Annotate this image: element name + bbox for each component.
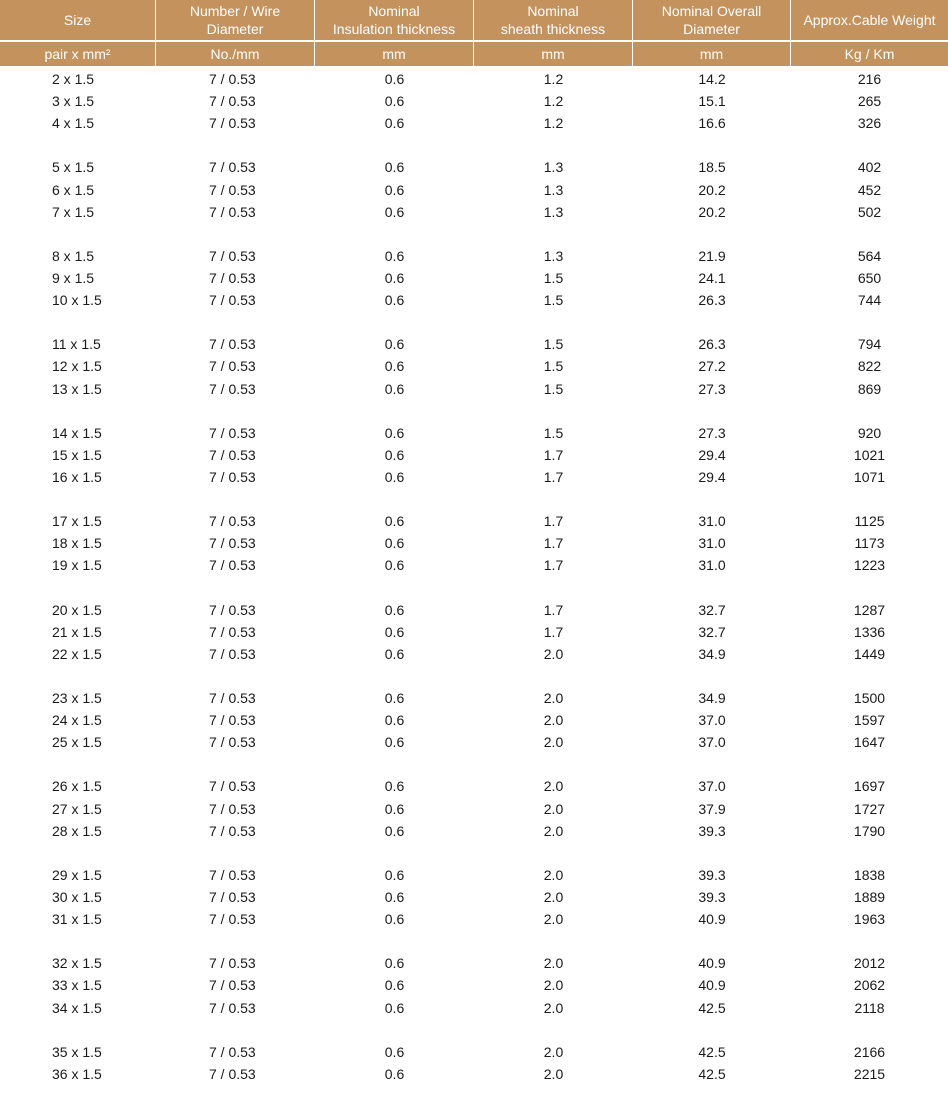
cell-diameter: 14.2: [698, 71, 726, 88]
cell-sheath: 2.0: [543, 889, 564, 905]
cell-size: 34 x 1.5: [52, 999, 102, 1016]
group-gap: [0, 311, 948, 333]
cell-insulation: 0.6: [384, 955, 405, 972]
cell-size: 6 x 1.5: [52, 181, 95, 198]
cell-sheath: 1.3: [543, 203, 564, 220]
cell-size: 12 x 1.5: [52, 358, 102, 375]
table-row: [0, 820, 948, 842]
cell-insulation: 0.6: [384, 623, 405, 640]
cell-sheath: 1.3: [543, 159, 564, 176]
cell-weight: 869: [857, 380, 882, 397]
cell-weight: 1647: [853, 734, 886, 751]
cell-wire: 7 / 0.53: [209, 93, 256, 110]
cell-insulation: 0.6: [384, 247, 405, 264]
cell-insulation: 0.6: [384, 358, 405, 375]
cell-diameter: 40.9: [698, 955, 726, 972]
cell-weight: 1287: [853, 601, 886, 618]
cell-size: 27 x 1.5: [52, 800, 102, 817]
cell-size: 3 x 1.5: [52, 93, 95, 110]
table-row: [0, 333, 948, 355]
cell-wire: 7 / 0.53: [209, 999, 256, 1016]
cell-insulation: 0.6: [384, 800, 405, 817]
group-gap-cell: [0, 488, 948, 510]
table-row: [0, 687, 948, 709]
header-insulation: [315, 0, 474, 40]
unit-weight: Kg / Km: [791, 40, 948, 66]
cell-wire: 7 / 0.53: [209, 469, 256, 486]
cell-weight: 744: [857, 292, 882, 309]
cell-wire: 7 / 0.53: [209, 358, 256, 375]
cell-weight: 452: [857, 181, 882, 198]
table-row: [0, 532, 948, 554]
cell-size: 36 x 1.5: [52, 1065, 102, 1082]
cell-wire: 7 / 0.53: [209, 1043, 256, 1060]
cell-wire: 7 / 0.53: [209, 866, 256, 883]
header-wire: [156, 0, 315, 40]
table-row: [0, 798, 948, 820]
cell-sheath: 1.5: [543, 380, 564, 397]
header-insulation-line: Nominal: [368, 3, 420, 19]
cell-diameter: 34.9: [698, 690, 726, 707]
cell-wire: 7 / 0.53: [209, 601, 256, 618]
cell-size: 25 x 1.5: [52, 734, 102, 751]
header-weight-line: Approx.Cable Weight: [803, 12, 936, 28]
cell-diameter: 27.2: [698, 358, 726, 375]
table-row: [0, 643, 948, 665]
group-gap: [0, 134, 948, 156]
cell-sheath: 1.3: [543, 181, 564, 198]
cell-insulation: 0.6: [384, 159, 405, 176]
cell-weight: 1597: [853, 712, 886, 729]
cell-sheath: 2.0: [543, 800, 564, 817]
cell-insulation: 0.6: [384, 889, 405, 905]
cell-diameter: 26.3: [698, 292, 726, 309]
cell-insulation: 0.6: [384, 778, 405, 795]
cell-wire: 7 / 0.53: [209, 424, 256, 441]
cell-weight: 1071: [853, 469, 886, 486]
cell-insulation: 0.6: [384, 999, 405, 1016]
cell-insulation: 0.6: [384, 292, 405, 309]
table-row: [0, 864, 948, 886]
group-gap: [0, 577, 948, 599]
cell-sheath: 1.7: [543, 557, 564, 574]
cell-wire: 7 / 0.53: [209, 292, 256, 309]
cell-insulation: 0.6: [384, 601, 405, 618]
table-row: [0, 1063, 948, 1085]
cell-size: 4 x 1.5: [52, 115, 95, 132]
table-row: [0, 289, 948, 311]
cell-weight: 650: [857, 270, 882, 287]
cell-weight: 794: [857, 336, 882, 353]
cell-weight: 1838: [853, 866, 886, 883]
cell-insulation: 0.6: [384, 513, 405, 530]
cell-size: 17 x 1.5: [52, 513, 102, 530]
group-gap: [0, 400, 948, 422]
cell-size: 14 x 1.5: [52, 424, 102, 441]
group-gap: [0, 753, 948, 775]
cell-insulation: 0.6: [384, 181, 405, 198]
table-row: [0, 510, 948, 532]
cell-wire: 7 / 0.53: [209, 645, 256, 662]
cell-size: 9 x 1.5: [52, 270, 95, 287]
cell-insulation: 0.6: [384, 380, 405, 397]
cell-weight: 1021: [853, 446, 886, 463]
cell-sheath: 2.0: [543, 712, 564, 729]
cell-sheath: 1.2: [543, 93, 564, 110]
cell-diameter: 39.3: [698, 889, 726, 905]
cell-sheath: 1.7: [543, 513, 564, 530]
cell-wire: 7 / 0.53: [209, 911, 256, 928]
cell-sheath: 1.2: [543, 71, 564, 88]
table-row: [0, 709, 948, 731]
cell-wire: 7 / 0.53: [209, 734, 256, 751]
cell-size: 7 x 1.5: [52, 203, 95, 220]
cell-wire: 7 / 0.53: [209, 889, 256, 905]
table-row: [0, 156, 948, 178]
cell-wire: 7 / 0.53: [209, 115, 256, 132]
cell-weight: 564: [857, 247, 882, 264]
cell-size: 20 x 1.5: [52, 601, 102, 618]
header-diameter-line: Diameter: [683, 21, 740, 37]
cell-diameter: 20.2: [698, 203, 726, 220]
group-gap-cell: [0, 223, 948, 245]
cell-weight: 1125: [854, 513, 885, 530]
cell-wire: 7 / 0.53: [209, 181, 256, 198]
table-row: [0, 245, 948, 267]
group-gap-cell: [0, 930, 948, 952]
cell-weight: 1449: [853, 645, 886, 662]
cell-diameter: 29.4: [698, 446, 726, 463]
cell-size: 32 x 1.5: [52, 955, 102, 972]
cell-insulation: 0.6: [384, 71, 405, 88]
header-sheath: [474, 0, 633, 40]
header-size-line: Size: [63, 12, 92, 28]
cell-wire: 7 / 0.53: [209, 71, 256, 88]
table-row: [0, 775, 948, 797]
group-gap-cell: [0, 665, 948, 687]
cell-size: 18 x 1.5: [52, 535, 102, 552]
cell-diameter: 31.0: [698, 557, 726, 574]
cell-insulation: 0.6: [384, 93, 405, 110]
cell-wire: 7 / 0.53: [209, 247, 256, 264]
cell-weight: 2062: [853, 977, 886, 994]
cell-weight: 2215: [853, 1065, 886, 1082]
cell-sheath: 2.0: [543, 1043, 564, 1060]
cell-insulation: 0.6: [384, 734, 405, 751]
table-row: [0, 1041, 948, 1063]
cell-weight: 265: [857, 93, 882, 110]
unit-sheath: mm: [474, 40, 633, 66]
cell-wire: 7 / 0.53: [209, 1065, 256, 1082]
cell-diameter: 27.3: [698, 380, 726, 397]
cell-diameter: 15.1: [698, 93, 726, 110]
group-gap-cell: [0, 134, 948, 156]
cell-wire: 7 / 0.53: [209, 270, 256, 287]
cell-diameter: 39.3: [698, 822, 726, 839]
table-row: [0, 68, 948, 90]
cell-size: 26 x 1.5: [52, 778, 102, 795]
group-gap-cell: [0, 842, 948, 864]
cell-diameter: 31.0: [698, 535, 726, 552]
cell-insulation: 0.6: [384, 1043, 405, 1060]
cell-insulation: 0.6: [384, 446, 405, 463]
table-body: [0, 66, 948, 1085]
cell-diameter: 37.0: [698, 734, 726, 751]
table-row: [0, 997, 948, 1019]
cell-wire: 7 / 0.53: [209, 955, 256, 972]
cell-diameter: 34.9: [698, 645, 726, 662]
table-row: [0, 422, 948, 444]
cell-diameter: 27.3: [698, 424, 726, 441]
cell-weight: 1727: [853, 800, 886, 817]
table-row: [0, 201, 948, 223]
unit-size: pair x mm²: [0, 40, 156, 66]
cell-diameter: 37.9: [698, 800, 726, 817]
cell-sheath: 2.0: [543, 911, 564, 928]
unit-insulation: mm: [315, 40, 474, 66]
cell-sheath: 1.2: [543, 115, 564, 132]
cell-diameter: 32.7: [698, 623, 726, 640]
cell-diameter: 21.9: [698, 247, 726, 264]
cell-insulation: 0.6: [384, 535, 405, 552]
cell-diameter: 26.3: [698, 336, 726, 353]
cell-wire: 7 / 0.53: [209, 380, 256, 397]
cell-insulation: 0.6: [384, 645, 405, 662]
cell-weight: 502: [857, 203, 882, 220]
cell-insulation: 0.6: [384, 469, 405, 486]
cell-size: 2 x 1.5: [52, 71, 95, 88]
cell-sheath: 1.7: [543, 446, 564, 463]
table-row: [0, 112, 948, 134]
table-row: [0, 267, 948, 289]
cell-wire: 7 / 0.53: [209, 623, 256, 640]
header-insulation-line: Insulation thickness: [332, 21, 456, 37]
unit-wire: No./mm: [156, 40, 315, 66]
cell-sheath: 1.5: [543, 336, 564, 353]
table-row: [0, 90, 948, 112]
cell-sheath: 2.0: [543, 977, 564, 994]
cell-diameter: 40.9: [698, 977, 726, 994]
group-gap: [0, 1019, 948, 1041]
cell-insulation: 0.6: [384, 270, 405, 287]
cell-size: 31 x 1.5: [52, 911, 102, 928]
cell-wire: 7 / 0.53: [209, 822, 256, 839]
cell-diameter: 40.9: [698, 911, 726, 928]
table-row: [0, 599, 948, 621]
cell-weight: 1963: [853, 911, 886, 928]
table-row: [0, 908, 948, 930]
cell-sheath: 1.5: [543, 292, 564, 309]
cell-insulation: 0.6: [384, 977, 405, 994]
cell-wire: 7 / 0.53: [209, 712, 256, 729]
table-row: [0, 731, 948, 753]
cell-sheath: 2.0: [543, 866, 564, 883]
cell-sheath: 1.3: [543, 247, 564, 264]
cell-diameter: 29.4: [698, 469, 726, 486]
cell-size: 13 x 1.5: [52, 380, 102, 397]
table-row: [0, 179, 948, 201]
cell-wire: 7 / 0.53: [209, 446, 256, 463]
table-row: [0, 554, 948, 576]
cell-diameter: 16.6: [698, 115, 726, 132]
cell-wire: 7 / 0.53: [209, 513, 256, 530]
group-gap-cell: [0, 311, 948, 333]
cell-diameter: 42.5: [698, 1043, 726, 1060]
cell-diameter: 32.7: [698, 601, 726, 618]
header-sheath-line: sheath thickness: [500, 21, 606, 37]
table-row: [0, 621, 948, 643]
group-gap-cell: [0, 400, 948, 422]
header-row: [0, 0, 948, 40]
cell-size: 30 x 1.5: [52, 889, 102, 905]
table-row: [0, 974, 948, 996]
cell-weight: 1889: [853, 889, 886, 905]
cell-insulation: 0.6: [384, 1065, 405, 1082]
cell-diameter: 20.2: [698, 181, 726, 198]
cell-insulation: 0.6: [384, 690, 405, 707]
header-sheath-line: Nominal: [527, 3, 579, 19]
cell-weight: 1173: [854, 535, 885, 552]
cell-size: 23 x 1.5: [52, 690, 102, 707]
cell-weight: 402: [857, 159, 882, 176]
cell-weight: 822: [857, 358, 882, 375]
cell-wire: 7 / 0.53: [209, 557, 256, 574]
cell-size: 35 x 1.5: [52, 1043, 102, 1060]
cell-weight: 2166: [853, 1043, 886, 1060]
cell-diameter: 39.3: [698, 866, 726, 883]
cell-size: 28 x 1.5: [52, 822, 102, 839]
group-gap: [0, 665, 948, 687]
cell-weight: 2118: [854, 999, 885, 1016]
cell-size: 24 x 1.5: [52, 712, 102, 729]
cell-size: 16 x 1.5: [52, 469, 102, 486]
cell-weight: 1697: [853, 778, 886, 795]
cell-insulation: 0.6: [384, 911, 405, 928]
cell-sheath: 2.0: [543, 645, 564, 662]
cell-wire: 7 / 0.53: [209, 977, 256, 994]
header-size: [0, 0, 156, 40]
cell-size: 33 x 1.5: [52, 977, 102, 994]
cell-weight: 1336: [853, 623, 886, 640]
cell-wire: 7 / 0.53: [209, 800, 256, 817]
cell-weight: 1500: [853, 690, 886, 707]
table-row: [0, 444, 948, 466]
table-row: [0, 378, 948, 400]
cell-size: 22 x 1.5: [52, 645, 102, 662]
cell-insulation: 0.6: [384, 822, 405, 839]
header-diameter-line: Nominal Overall: [661, 3, 762, 19]
group-gap-cell: [0, 753, 948, 775]
header-diameter: [633, 0, 791, 40]
cell-sheath: 1.7: [543, 623, 564, 640]
cell-wire: 7 / 0.53: [209, 778, 256, 795]
cell-size: 5 x 1.5: [52, 159, 95, 176]
table-row: [0, 466, 948, 488]
cell-wire: 7 / 0.53: [209, 203, 256, 220]
group-gap: [0, 930, 948, 952]
cell-weight: 1790: [853, 822, 886, 839]
cell-wire: 7 / 0.53: [209, 159, 256, 176]
cell-diameter: 24.1: [698, 270, 726, 287]
cell-wire: 7 / 0.53: [209, 535, 256, 552]
cell-diameter: 31.0: [698, 513, 726, 530]
cell-wire: 7 / 0.53: [209, 690, 256, 707]
units-row: [0, 40, 948, 66]
cell-size: 11 x 1.5: [52, 336, 101, 353]
group-gap-cell: [0, 577, 948, 599]
cell-sheath: 1.7: [543, 469, 564, 486]
header-weight: [791, 0, 948, 40]
cell-size: 21 x 1.5: [52, 623, 102, 640]
cell-sheath: 1.5: [543, 358, 564, 375]
unit-diameter: mm: [633, 40, 791, 66]
cell-sheath: 2.0: [543, 822, 564, 839]
cell-insulation: 0.6: [384, 424, 405, 441]
group-gap: [0, 223, 948, 245]
cell-weight: 326: [857, 115, 882, 132]
cell-weight: 216: [857, 71, 882, 88]
cell-size: 19 x 1.5: [52, 557, 102, 574]
cell-sheath: 1.5: [543, 270, 564, 287]
cell-sheath: 2.0: [543, 734, 564, 751]
table-row: [0, 886, 948, 908]
cell-diameter: 42.5: [698, 1065, 726, 1082]
cell-diameter: 18.5: [698, 159, 726, 176]
group-gap-cell: [0, 1019, 948, 1041]
cell-sheath: 2.0: [543, 1065, 564, 1082]
cell-diameter: 42.5: [698, 999, 726, 1016]
cell-sheath: 2.0: [543, 690, 564, 707]
cell-weight: 2012: [853, 955, 886, 972]
cell-sheath: 1.5: [543, 424, 564, 441]
group-gap: [0, 842, 948, 864]
cell-insulation: 0.6: [384, 712, 405, 729]
cell-weight: 920: [857, 424, 882, 441]
cell-insulation: 0.6: [384, 336, 405, 353]
header-wire-line: Number / Wire: [189, 3, 281, 19]
cell-sheath: 1.7: [543, 601, 564, 618]
cell-sheath: 2.0: [543, 999, 564, 1016]
cell-insulation: 0.6: [384, 203, 405, 220]
table-row: [0, 355, 948, 377]
cell-size: 29 x 1.5: [52, 866, 102, 883]
cell-sheath: 2.0: [543, 955, 564, 972]
cell-diameter: 37.0: [698, 712, 726, 729]
cell-size: 10 x 1.5: [52, 292, 102, 309]
cell-insulation: 0.6: [384, 866, 405, 883]
cell-size: 15 x 1.5: [52, 446, 102, 463]
cell-wire: 7 / 0.53: [209, 336, 256, 353]
group-gap: [0, 488, 948, 510]
cell-sheath: 1.7: [543, 535, 564, 552]
header-wire-line: Diameter: [206, 21, 264, 37]
cell-weight: 1223: [853, 557, 886, 574]
table-row: [0, 952, 948, 974]
cell-diameter: 37.0: [698, 778, 726, 795]
cell-sheath: 2.0: [543, 778, 564, 795]
cell-size: 8 x 1.5: [52, 247, 95, 264]
cell-insulation: 0.6: [384, 557, 405, 574]
cell-insulation: 0.6: [384, 115, 405, 132]
